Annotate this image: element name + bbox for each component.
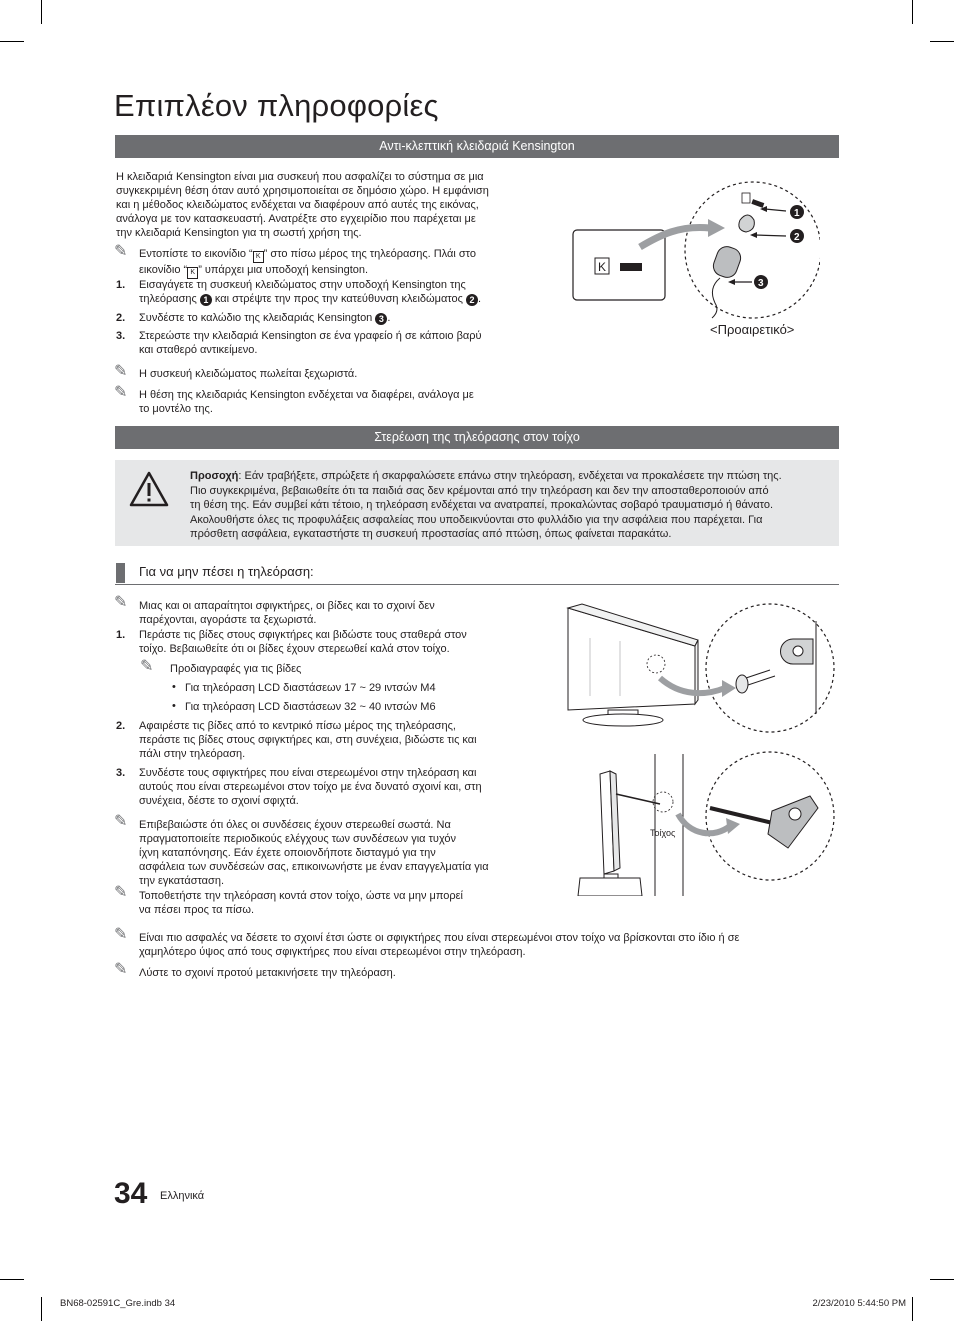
step-number: 1. <box>116 279 126 291</box>
step-number: 1. <box>116 629 126 641</box>
step-text: Συνδέστε τους σφιγκτήρες που είναι στερεωμένοι στην τηλεόραση και <box>139 767 477 779</box>
step-number: 2. <box>116 312 126 324</box>
caution-line: πρόσθετη ασφάλεια, εγκαταστήστε τη συσκευή προστασίας από πτώση, όπως φαίνεται παρακάτω. <box>190 528 672 541</box>
wallmount-note-check <box>139 818 534 888</box>
note-text: το μοντέλο της. <box>139 403 213 415</box>
note-text: πραγματοποιείτε περιοδικούς ελέγχους των συνδέσεων για τυχόν <box>139 833 457 845</box>
screw-spec-note: Προδιαγραφές για τις βίδες <box>170 663 302 675</box>
step-text: και στρέψτε την προς την κατεύθυνση κλειδώματος <box>211 293 466 305</box>
intro-line: συγκεκριμένη θέση όταν αυτό χρησιμοποιείται σε δημόσιο χώρο. Η εμφάνιση <box>116 185 489 197</box>
wallmount-illustration <box>560 596 842 896</box>
note-icon: ✎ <box>140 658 154 675</box>
caution-line: Πιο συγκεκριμένα, βεβαιωθείτε ότι τα παιδιά σας δεν κρέμονται από την τηλεόραση και δεν την αποσταθεροποιούν από <box>190 484 769 497</box>
crop-mark <box>0 1279 24 1280</box>
crop-mark <box>912 0 913 24</box>
note-text: Τοποθετήστε την τηλεόραση κοντά στον τοίχο, ώστε να μην μπορεί <box>139 890 463 902</box>
page-title: Επιπλέον πληροφορίες <box>114 88 439 123</box>
wallmount-section-header: Στερέωση της τηλεόρασης στον τοίχο <box>115 426 839 449</box>
note-icon: ✎ <box>114 926 128 943</box>
note-text: να πέσει προς τα πίσω. <box>139 904 254 916</box>
note-text: χαμηλότερο ύψος από τους σφιγκτήρες που είναι στερεωμένοι στην τηλεόραση. <box>139 946 526 958</box>
page-language: Ελληνικά <box>160 1190 205 1202</box>
slot-zoomed <box>751 199 764 208</box>
note-text: παρέχονται, αγοράστε τα ξεχωριστά. <box>139 614 317 626</box>
step-text: Αφαιρέστε τις βίδες από το κεντρικό πίσω μέρος της τηλεόρασης, <box>139 720 456 732</box>
note-text: Μιας και οι απαραίτητοι σφιγκτήρες, οι βίδες και το σχοινί δεν <box>139 600 435 612</box>
kensington-lock-icon: K <box>187 267 198 279</box>
side-bracket <box>768 796 818 848</box>
step-text: Περάστε τις βίδες στους σφιγκτήρες και βιδώστε τους σταθερά στον <box>139 629 467 641</box>
screw-head <box>736 675 748 693</box>
step-number: 2. <box>116 720 126 732</box>
page-number: 34 <box>114 1177 148 1210</box>
caution-line: : Εάν τραβήξετε, σπρώξετε ή σκαρφαλώσετε επάνω στην τηλεόραση, ενδέχεται να προκαλέσετε την πτώση της. <box>238 470 782 482</box>
step-text: Συνδέστε το καλώδιο της κλειδαριάς Kensington <box>139 312 376 324</box>
callout-arrowhead <box>750 232 757 238</box>
kensington-note-sold-separately: Η συσκευή κλειδώματος πωλείται ξεχωριστά. <box>139 368 358 380</box>
note-text: Εντοπίστε το εικονίδιο “ <box>139 248 253 260</box>
kensington-note-position <box>139 388 534 416</box>
caution-box <box>115 460 839 546</box>
wallmount-step-2 <box>139 719 534 761</box>
intro-line: την κλειδαριά Kensington για τη σωστή χρήση της. <box>116 227 362 239</box>
print-slug-date: 2/23/2010 5:44:50 PM <box>812 1298 906 1309</box>
bracket-screw <box>789 808 801 820</box>
zoom-arrowhead <box>708 219 725 237</box>
wall-label: Τοίχος <box>650 828 676 838</box>
caution-text <box>190 469 835 542</box>
intro-line: Η κλειδαριά Kensington είναι μια συσκευή που ασφαλίζει το σύστημα σε μια <box>116 171 484 183</box>
note-text: ” στο πίσω μέρος της τηλεόρασης. Πλάι στο <box>263 248 476 260</box>
caution-label: Προσοχή <box>190 470 239 482</box>
note-text: Η θέση της κλειδαριάς Kensington ενδέχεται να διαφέρει, ανάλογα με <box>139 389 474 401</box>
zoom-arrowhead <box>722 680 736 697</box>
lock-icon-letter: K <box>598 260 607 274</box>
callout-line <box>755 235 786 236</box>
screw-spec-item: Για τηλεόραση LCD διαστάσεων 17 ~ 29 ιντσών M4 <box>185 682 436 694</box>
tv-back-view <box>568 604 698 726</box>
callout-3-icon: 3 <box>375 313 387 325</box>
callout-1-icon: 1 <box>200 294 212 306</box>
wallmount-step-1 <box>139 628 529 656</box>
step-text: και σταθερό αντικείμενο. <box>139 344 258 356</box>
step-text: Εισαγάγετε τη συσκευή κλειδώματος στην υποδοχή Kensington της <box>139 279 466 291</box>
callout-3-number: 3 <box>758 278 764 289</box>
step-text: αυτούς που είναι στερεωμένοι στον τοίχο με ένα δυνατό σχοινί και, στη <box>139 781 482 793</box>
note-icon: ✎ <box>114 363 128 380</box>
wallmount-note-purchase <box>139 599 529 627</box>
kensington-intro <box>116 170 528 240</box>
step-number: 3. <box>116 767 126 779</box>
step-text: . <box>477 293 482 305</box>
note-icon: ✎ <box>114 594 128 611</box>
lock-cable <box>712 278 720 318</box>
kensington-step-1 <box>139 278 534 306</box>
zoom-circle <box>706 752 834 880</box>
bullet-icon: • <box>172 700 176 712</box>
subheading-rule <box>115 584 839 585</box>
crop-mark <box>912 1297 913 1321</box>
callout-arrowhead <box>728 279 735 285</box>
note-icon: ✎ <box>114 243 128 260</box>
step-text: συνέχεια, δέστε το σχοινί σφιχτά. <box>139 795 299 807</box>
kensington-step-2 <box>139 311 534 325</box>
subheading-marker <box>116 563 125 583</box>
wallmount-step-3 <box>139 766 534 808</box>
callout-2-icon: 2 <box>466 294 478 306</box>
step-text: πάλι στην τηλεόραση. <box>139 748 246 760</box>
kensington-step-3 <box>139 329 534 357</box>
subheading: Για να μην πέσει η τηλεόραση: <box>139 564 314 579</box>
note-text: εικονίδιο “ <box>139 264 188 276</box>
crop-mark <box>930 1279 954 1280</box>
step-text: περάστε τις βίδες στους σφιγκτήρες και, στη συνέχεια, βιδώστε τις και <box>139 734 477 746</box>
note-icon: ✎ <box>114 813 128 830</box>
callout-line <box>765 209 786 211</box>
optional-label: <Προαιρετικό> <box>710 322 795 337</box>
note-text: Επιβεβαιώστε ότι όλες οι συνδέσεις έχουν στερεωθεί σωστά. Να <box>139 819 451 831</box>
intro-line: και η μέθοδος κλειδώματος ενδέχεται να διαφέρουν από αυτές της εικόνας, <box>116 199 479 211</box>
step-number: 3. <box>116 330 126 342</box>
kensington-lock-illustration <box>570 175 820 325</box>
lock-icon-zoomed <box>742 193 750 203</box>
kensington-note-icon-location <box>139 247 529 279</box>
note-text: Είναι πιο ασφαλές να δέσετε το σχοινί έτσι ώστε οι σφιγκτήρες που είναι στερεωμένοι στον τοίχο να βρίσκονται στο ίδιο ή σε <box>139 932 740 944</box>
kensington-slot <box>620 263 642 271</box>
warning-icon <box>129 471 169 507</box>
crop-mark <box>930 41 954 42</box>
note-text: την εγκατάσταση. <box>139 875 224 887</box>
crop-mark <box>41 1297 42 1321</box>
lock-body <box>711 244 744 280</box>
step-text: Στερεώστε την κλειδαριά Kensington σε ένα γραφείο ή σε κάποιο βαρύ <box>139 330 482 342</box>
crop-mark <box>0 41 24 42</box>
print-slug-file: BN68-02591C_Gre.indb 34 <box>60 1298 176 1309</box>
tv-side-view <box>578 754 683 896</box>
zoom-arrow <box>678 814 730 833</box>
note-text: ίχνη καταπόνησης. Εάν έχετε οποιονδήποτε δισταγμό για την <box>139 847 436 859</box>
note-text: ασφάλεια των συνδέσεών σας, επικοινωνήστε με έναν επαγγελματία για <box>139 861 489 873</box>
kensington-lock-icon: K <box>253 251 264 263</box>
zoom-arrowhead <box>726 818 740 834</box>
bullet-icon: • <box>172 681 176 693</box>
kensington-section-header: Αντι-κλεπτική κλειδαριά Kensington <box>115 135 839 158</box>
zoom-circle <box>706 604 834 732</box>
caution-line: Ακολουθήστε όλες τις προφυλάξεις ασφαλείας που υποδεικνύονται στο φυλλάδιο για την ασφάλεια που παρέχεται. Για <box>190 513 763 526</box>
wallmount-note-untie: Λύστε το σχοινί προτού μετακινήσετε την τηλεόραση. <box>139 967 396 979</box>
wallmount-note-rope-height <box>139 931 839 959</box>
note-icon: ✎ <box>114 884 128 901</box>
step-text: τοίχο. Βεβαιωθείτε ότι οι βίδες έχουν στερεωθεί καλά στον τοίχο. <box>139 643 450 655</box>
callout-1-number: 1 <box>794 208 800 219</box>
crop-mark <box>41 0 42 24</box>
caution-line: τη θέση της. Εάν συμβεί κάτι τέτοιο, η τηλεόραση ενδέχεται να ανατραπεί, προκαλώντας σοβαρό τραυματισμό ή θάνατο. <box>190 499 774 512</box>
step-text: . <box>387 312 391 324</box>
screw-spec-item: Για τηλεόραση LCD διαστάσεων 32 ~ 40 ιντσών M6 <box>185 701 436 713</box>
intro-line: ανάλογα με τον κατασκευαστή. Ανατρέξτε στο εγχειρίδιο που παρέχεται με <box>116 213 476 225</box>
step-text: τηλεόρασης <box>139 293 200 305</box>
callout-2-number: 2 <box>794 232 800 243</box>
lock-hook <box>739 215 754 232</box>
bracket-hole <box>793 646 803 656</box>
note-icon: ✎ <box>114 384 128 401</box>
note-icon: ✎ <box>114 961 128 978</box>
wallmount-note-close-to-wall <box>139 889 534 917</box>
note-text: ” υπάρχει μια υποδοχή kensington. <box>198 264 369 276</box>
